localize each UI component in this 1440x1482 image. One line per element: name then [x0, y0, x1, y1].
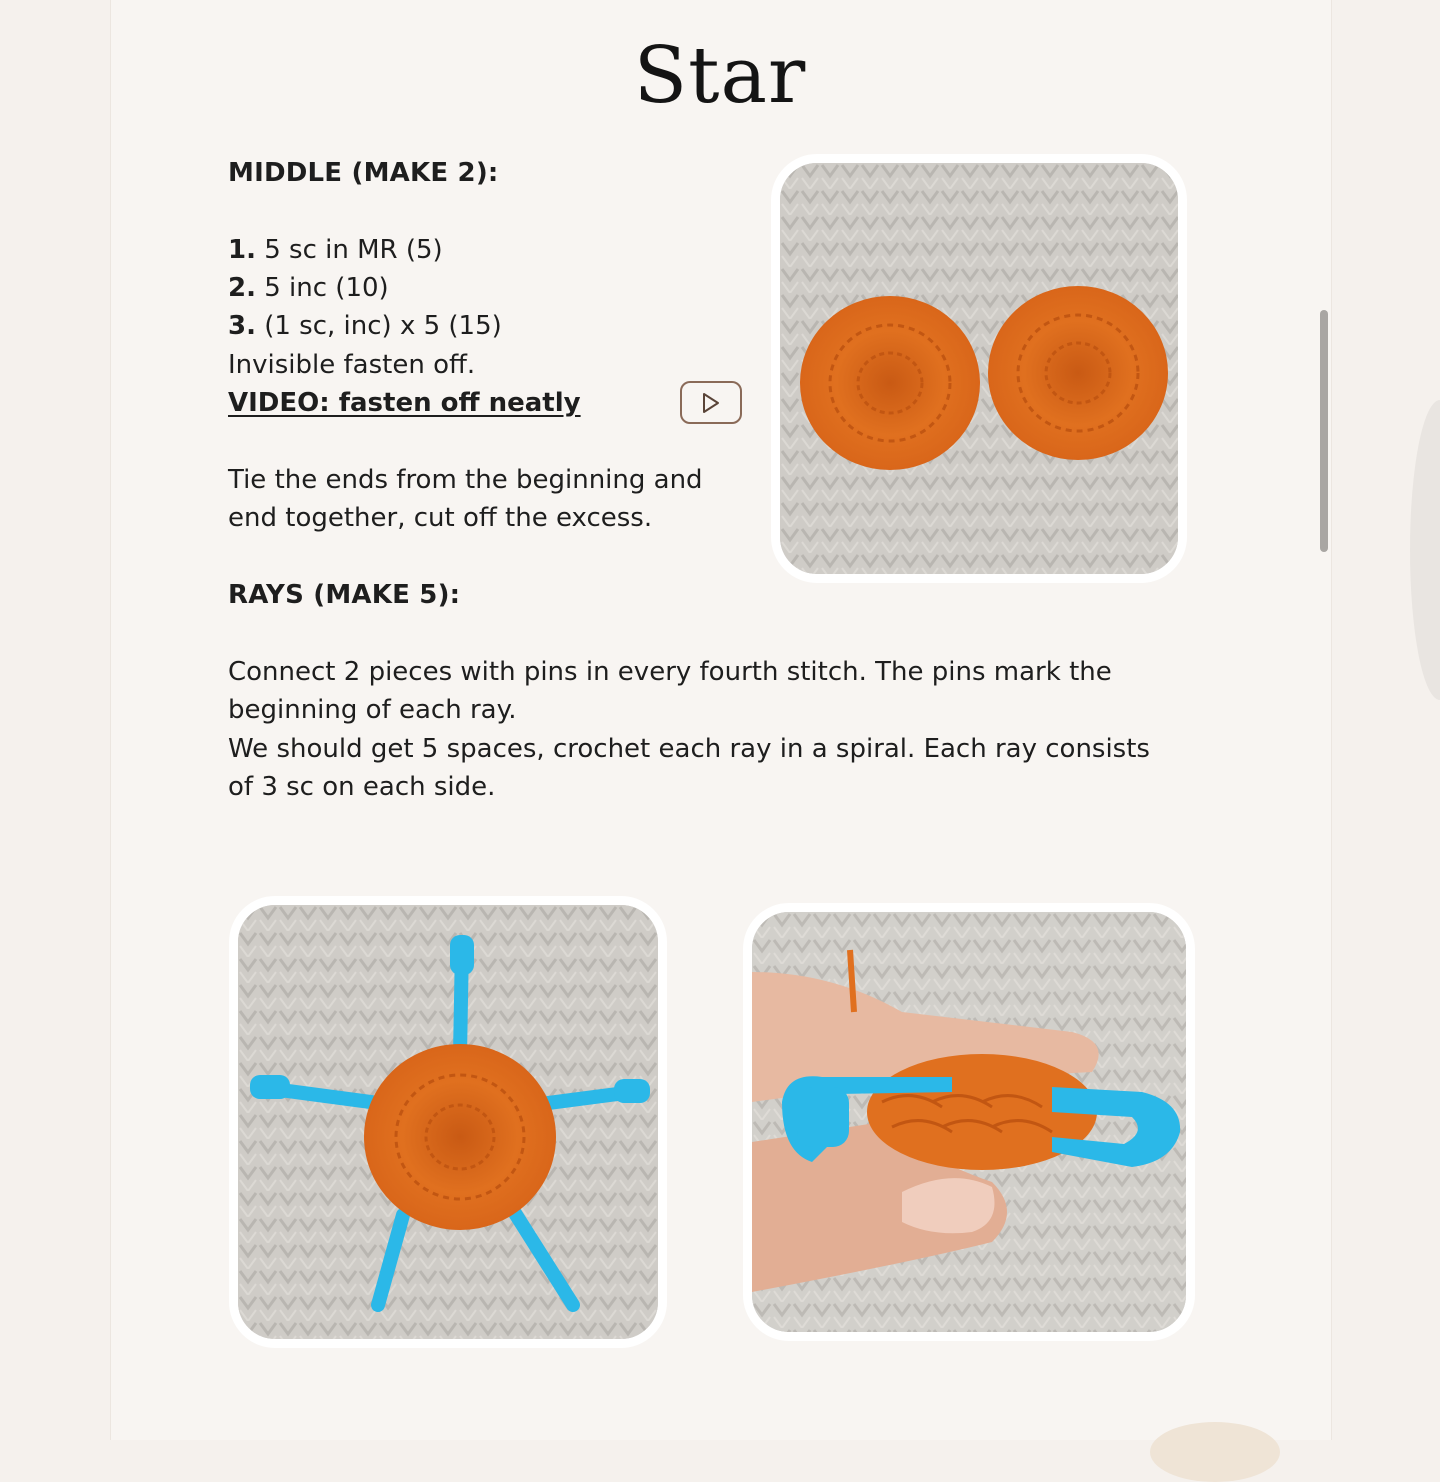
video-link[interactable]: VIDEO: fasten off neatly: [228, 388, 581, 418]
play-button[interactable]: [680, 381, 742, 424]
step-1: [228, 231, 443, 269]
step-2: [228, 269, 389, 307]
photo-pinned-circle: [229, 896, 667, 1348]
step-2-number: 2.: [228, 273, 256, 303]
tie-text-line-2: end together, cut off the excess.: [228, 503, 653, 533]
scrollbar-thumb[interactable]: [1320, 310, 1328, 552]
step-2-text: 5 inc (10): [255, 273, 389, 303]
photo-hand-holding: [743, 903, 1195, 1341]
photo-two-circles: [771, 154, 1187, 583]
rays-heading: RAYS (MAKE 5):: [228, 580, 461, 610]
fasten-text: Invisible fasten off.: [228, 350, 476, 380]
edge-shadow: [1410, 400, 1440, 700]
step-3-number: 3.: [228, 311, 256, 341]
rays-line-1: Connect 2 pieces with pins in every fourth stitch. The pins mark the: [228, 657, 1112, 687]
rays-line-3: We should get 5 spaces, crochet each ray in a spiral. Each ray consists: [228, 734, 1150, 764]
page-title: Star: [633, 31, 807, 121]
step-1-number: 1.: [228, 235, 256, 265]
rays-line-4: of 3 sc on each side.: [228, 772, 496, 802]
step-3: [228, 307, 502, 345]
step-3-text: (1 sc, inc) x 5 (15): [255, 311, 502, 341]
corner-decoration: [1150, 1422, 1280, 1482]
tie-text-line-1: Tie the ends from the beginning and: [228, 465, 703, 495]
rays-line-2: beginning of each ray.: [228, 695, 517, 725]
middle-heading: MIDDLE (MAKE 2):: [228, 158, 499, 188]
play-icon: [700, 391, 722, 415]
step-1-text: 5 sc in MR (5): [255, 235, 443, 265]
